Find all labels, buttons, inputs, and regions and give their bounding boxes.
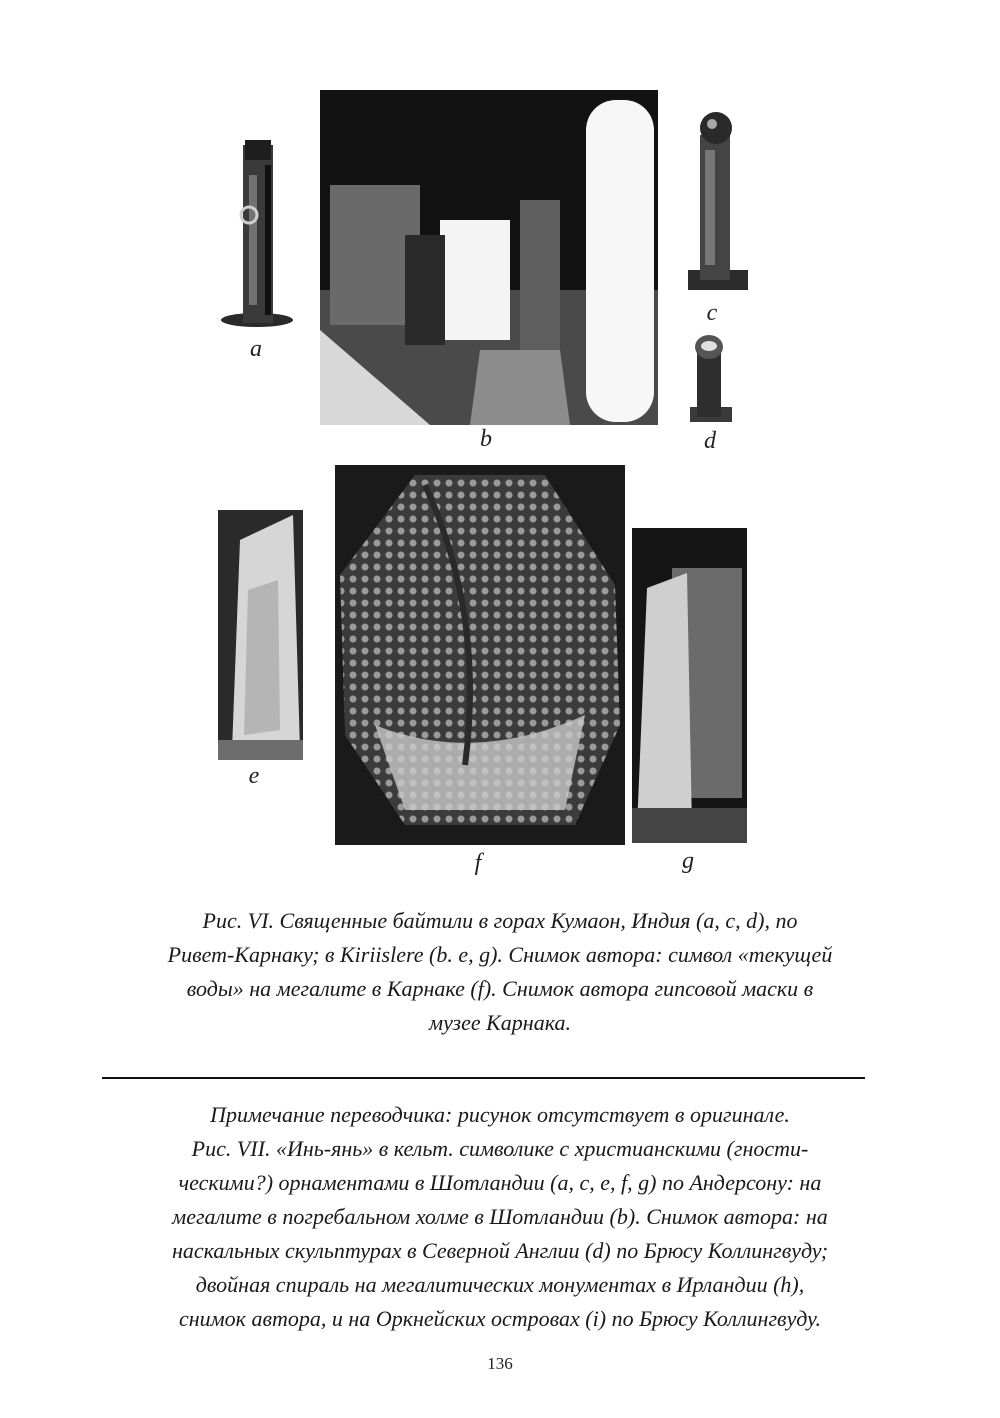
photo-c-pillar [678, 110, 753, 295]
label-c: c [706, 300, 718, 326]
note-line: снимок автора, и на Оркнейских островах (i) по Брюсу Коллингвуду. [178, 1306, 822, 1331]
note-line: двойная спираль на мегалитических монументах в Ирландии (h), [195, 1272, 805, 1297]
note-line: наскальных скульптурах в Северной Англии (d) по Брюсу Коллингвуду; [171, 1238, 829, 1263]
note-line: ческими?) орнаментами в Шотландии (a, c, e, f, g) по Андерсону: на [178, 1170, 822, 1195]
photo-b-standing-stones [320, 90, 658, 425]
note-line: Примечание переводчика: рисунок отсутствует в оригинале. [210, 1102, 790, 1127]
photo-g-stone [632, 528, 747, 843]
horizontal-divider [102, 1077, 865, 1079]
caption-line: музее Карнака. [429, 1010, 571, 1035]
caption-line: Ривет-Карнаку; в Kiriislere (b. e, g). Снимок автора: символ «текущей [167, 942, 833, 967]
translator-note [95, 1098, 905, 1336]
note-line: мегалите в погребальном холме в Шотландии (b). Снимок автора: на [172, 1204, 828, 1229]
note-line: Рис. VII. «Инь-янь» в кельт. символике с христианскими (гности- [191, 1136, 809, 1161]
label-g: g [682, 848, 694, 874]
photo-a-pillar [215, 135, 295, 330]
label-a: a [250, 336, 262, 362]
photo-d-stone [685, 332, 735, 427]
figure-caption [110, 904, 890, 1040]
label-e: e [248, 763, 260, 789]
photo-e-stone [218, 510, 303, 760]
caption-line: воды» на мегалите в Карнаке (f). Снимок автора гипсовой маски в [186, 976, 814, 1001]
label-d: d [704, 428, 716, 454]
label-f: f [474, 850, 482, 876]
photo-f-megalith [335, 465, 625, 845]
caption-line: Рис. VI. Священные байтили в горах Кумаон, Индия (a, c, d), по [202, 908, 798, 933]
label-b: b [480, 426, 492, 452]
page-number: 136 [487, 1354, 513, 1373]
